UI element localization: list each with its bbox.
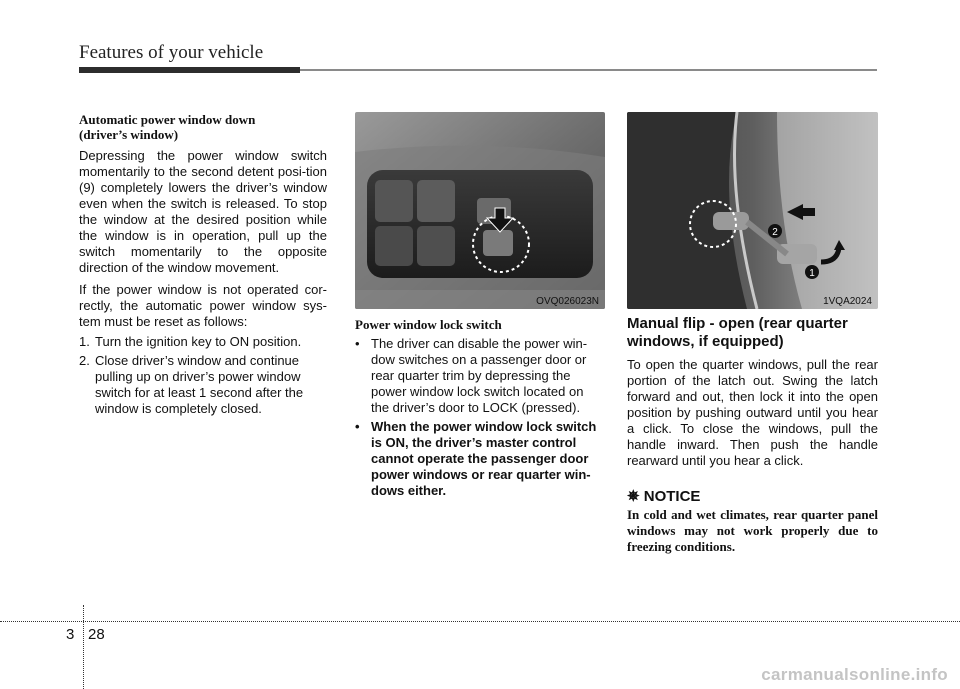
column-middle xyxy=(355,112,605,502)
door-switch-photo xyxy=(355,112,605,309)
footer-rule xyxy=(0,621,960,622)
list-item: • When the power window lock switch is ON, the driver’s master control cannot operate the passenger door power windows or rear quarter win-dows either. xyxy=(355,419,597,498)
notice-icon: ✵ xyxy=(627,488,640,505)
header-rule-dark xyxy=(79,67,300,73)
column-left xyxy=(79,112,327,420)
reset-steps-list xyxy=(79,334,327,417)
page-header-title: Features of your vehicle xyxy=(79,42,264,63)
list-item: • The driver can disable the power win-dow switches on a passenger door or rear quarter trim by depressing the power window lock switch located on the driver’s door to LOCK (pressed). xyxy=(355,336,588,415)
notice-title: NOTICE xyxy=(643,488,701,505)
section-heading-lock-switch: Power window lock switch xyxy=(355,317,502,332)
notice-text: In cold and wet climates, rear quarter panel windows may not work properly due to freezing conditions. xyxy=(627,507,878,554)
chapter-number: 3 xyxy=(66,626,75,643)
callout-2: 2 xyxy=(772,227,778,238)
list-item: 1. Turn the ignition key to ON position. xyxy=(79,334,302,349)
image-code: 1VQA2024 xyxy=(823,296,872,307)
page-number: 28 xyxy=(88,626,105,643)
auto-window-paragraph: Depressing the power window switch momentarily to the second detent posi-tion (9) completely lowers the driver’s window even when the switch is released. To stop the window at the desired position while the window is in operation, pull up the switch momentarily to the opposite direction of the window movement. xyxy=(79,148,327,275)
reset-intro-paragraph: If the power window is not operated cor-rectly, the automatic power window sys-tem must be reset as follows: xyxy=(79,282,327,329)
section-heading-manual-flip: Manual flip - open (rear quarter windows, if equipped) xyxy=(627,315,848,350)
footer-divider xyxy=(83,605,84,689)
list-item: 2. Close driver’s window and continue pulling up on driver’s power window switch for at least 1 second after the window is completely closed. xyxy=(79,353,304,416)
header-rule-gray xyxy=(300,69,877,71)
watermark: carmanualsonline.info xyxy=(761,665,948,684)
door-switch-illustration xyxy=(355,112,605,309)
column-right xyxy=(627,112,878,555)
image-code: OVQ026023N xyxy=(536,296,599,307)
notice-heading xyxy=(627,487,878,505)
section-heading-auto-window-down: Automatic power window down (driver’s window) xyxy=(79,112,256,142)
quarter-window-photo xyxy=(627,112,878,309)
callout-1: 1 xyxy=(809,268,815,279)
quarter-window-illustration xyxy=(627,112,878,309)
lock-switch-bullets xyxy=(355,336,605,499)
manual-flip-paragraph: To open the quarter windows, pull the rear portion of the latch out. Swing the latch forward and out, then lock it into the open position by pushing outward until you hear a click. To close the windows, pull the handle inward. Then push the handle rearward until you hear a click. xyxy=(627,357,878,468)
